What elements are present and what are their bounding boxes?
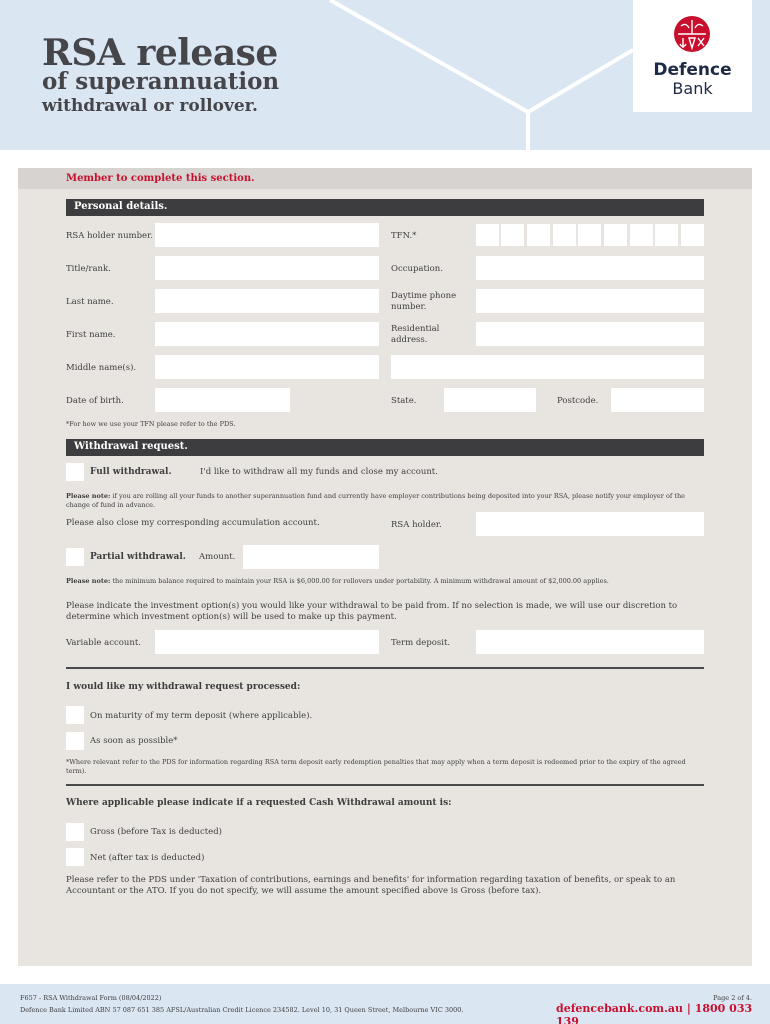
- state-field[interactable]: [444, 388, 536, 412]
- amount-field[interactable]: [243, 545, 379, 569]
- rollover-note-bold: Please note:: [66, 492, 111, 500]
- title-rank-label: Title/rank.: [66, 264, 111, 274]
- logo-text-defence: Defence: [653, 60, 732, 80]
- tfn-digit-4[interactable]: [553, 224, 576, 246]
- tfn-digit-6[interactable]: [604, 224, 627, 246]
- investment-option-paragraph: Please indicate the investment option(s) you would like your withdrawal to be paid from. If no selection is made, we will use our discretion to determine which investment option(s) will be used to make up this payment.: [66, 601, 678, 622]
- processing-heading: I would like my withdrawal request processed:: [66, 682, 301, 692]
- tfn-label: TFN.*: [391, 231, 417, 241]
- asap-label: As soon as possible*: [90, 736, 178, 746]
- rsa-holder-label: RSA holder.: [391, 520, 442, 530]
- withdrawal-request-heading: Withdrawal request.: [66, 439, 704, 456]
- occupation-label: Occupation.: [391, 264, 443, 274]
- rollover-note: [66, 492, 706, 510]
- logo-text-bank: Bank: [672, 79, 713, 98]
- rsa-holder-number-field[interactable]: [155, 223, 379, 247]
- term-deposit-penalty-note: *Where relevant refer to the PDS for information regarding RSA term deposit early redemption penalties that may apply when a term deposit is redeemed prior to the expiry of the agreed term).: [66, 758, 686, 775]
- close-accumulation-label: Please also close my corresponding accumulation account.: [66, 518, 320, 528]
- partial-withdrawal-checkbox[interactable]: [66, 548, 84, 566]
- middle-names-label: Middle name(s).: [66, 363, 137, 373]
- occupation-field[interactable]: [476, 256, 704, 280]
- page-number: Page 2 of 4.: [713, 994, 752, 1002]
- state-label: State.: [391, 396, 417, 406]
- net-checkbox[interactable]: [66, 848, 84, 866]
- separator: |: [686, 1002, 691, 1015]
- minimum-balance-note: [66, 577, 706, 586]
- on-maturity-label: On maturity of my term deposit (where applicable).: [90, 711, 313, 721]
- last-name-label: Last name.: [66, 297, 114, 307]
- minimum-balance-note-text: the minimum balance required to maintain your RSA is $6,000.00 for rollovers under portability. A minimum withdrawal amount of $2,000.00 applies.: [110, 577, 609, 585]
- section-title: Member to complete this section.: [66, 173, 255, 184]
- title-rank-field[interactable]: [155, 256, 379, 280]
- page-subtitle-line1: of superannuation: [42, 68, 280, 95]
- asap-checkbox[interactable]: [66, 732, 84, 750]
- divider: [66, 784, 704, 786]
- tfn-digit-2[interactable]: [501, 224, 524, 246]
- tfn-digit-8[interactable]: [655, 224, 678, 246]
- first-name-field[interactable]: [155, 322, 379, 346]
- last-name-field[interactable]: [155, 289, 379, 313]
- tfn-digit-9[interactable]: [681, 224, 704, 246]
- page-title: RSA release: [42, 32, 278, 74]
- divider: [66, 667, 704, 669]
- daytime-phone-field[interactable]: [476, 289, 704, 313]
- net-label: Net (after tax is deducted): [90, 853, 205, 863]
- variable-account-field[interactable]: [155, 630, 379, 654]
- postcode-label: Postcode.: [557, 396, 599, 406]
- form-id: F657 - RSA Withdrawal Form (08/04/2022): [20, 994, 162, 1002]
- partial-withdrawal-label: Partial withdrawal.: [90, 552, 186, 562]
- minimum-balance-note-bold: Please note:: [66, 577, 111, 585]
- term-deposit-field[interactable]: [476, 630, 704, 654]
- legal-text: Defence Bank Limited ABN 57 087 651 385 AFSL/Australian Credit Licence 234582. Level 10, 31 Queen Street, Melbourne VIC 3000.: [20, 1006, 464, 1014]
- first-name-label: First name.: [66, 330, 116, 340]
- variable-account-label: Variable account.: [66, 638, 141, 648]
- form-panel: [18, 168, 752, 966]
- residential-address-field-line2[interactable]: [391, 355, 704, 379]
- phone-number: 1800 033 139: [556, 1002, 753, 1024]
- on-maturity-checkbox[interactable]: [66, 706, 84, 724]
- gross-label: Gross (before Tax is deducted): [90, 827, 222, 837]
- postcode-field[interactable]: [611, 388, 704, 412]
- term-deposit-label: Term deposit.: [391, 638, 451, 648]
- rsa-holder-field[interactable]: [476, 512, 704, 536]
- tfn-digit-5[interactable]: [578, 224, 601, 246]
- amount-label: Amount.: [199, 552, 236, 562]
- tfn-digit-3[interactable]: [527, 224, 550, 246]
- rsa-holder-number-label: RSA holder number.: [66, 231, 153, 241]
- gross-checkbox[interactable]: [66, 823, 84, 841]
- page-subtitle-line2: withdrawal or rollover.: [42, 96, 258, 116]
- cash-withdrawal-heading: Where applicable please indicate if a requested Cash Withdrawal amount is:: [66, 798, 452, 808]
- personal-details-heading: Personal details.: [66, 199, 704, 216]
- website-link[interactable]: defencebank.com.au: [556, 1002, 684, 1015]
- residential-address-field[interactable]: [476, 322, 704, 346]
- residential-address-label: Residential address.: [391, 324, 440, 345]
- defence-emblem-icon: [672, 16, 712, 56]
- dob-field[interactable]: [155, 388, 290, 412]
- full-withdrawal-label: Full withdrawal.: [90, 467, 172, 477]
- contact-line: [556, 1002, 770, 1024]
- full-withdrawal-checkbox[interactable]: [66, 463, 84, 481]
- rollover-note-text: if you are rolling all your funds to another superannuation fund and currently have employer contributions being deposited into your RSA, please notify your employer of the change of fund in advance.: [66, 492, 685, 509]
- full-withdrawal-description: I'd like to withdraw all my funds and close my account.: [200, 467, 438, 477]
- taxation-paragraph: Please refer to the PDS under 'Taxation of contributions, earnings and benefits' for information regarding taxation of benefits, or speak to an Accountant or the ATO. If you do not specify, we will assume the amount specified above is Gross (before tax).: [66, 875, 676, 896]
- dob-label: Date of birth.: [66, 396, 124, 406]
- middle-names-field[interactable]: [155, 355, 379, 379]
- tfn-digit-1[interactable]: [476, 224, 499, 246]
- defence-bank-logo: [633, 0, 752, 112]
- tfn-note: *For how we use your TFN please refer to the PDS.: [66, 420, 236, 428]
- daytime-phone-label: Daytime phone number.: [391, 291, 457, 312]
- tfn-digit-7[interactable]: [630, 224, 653, 246]
